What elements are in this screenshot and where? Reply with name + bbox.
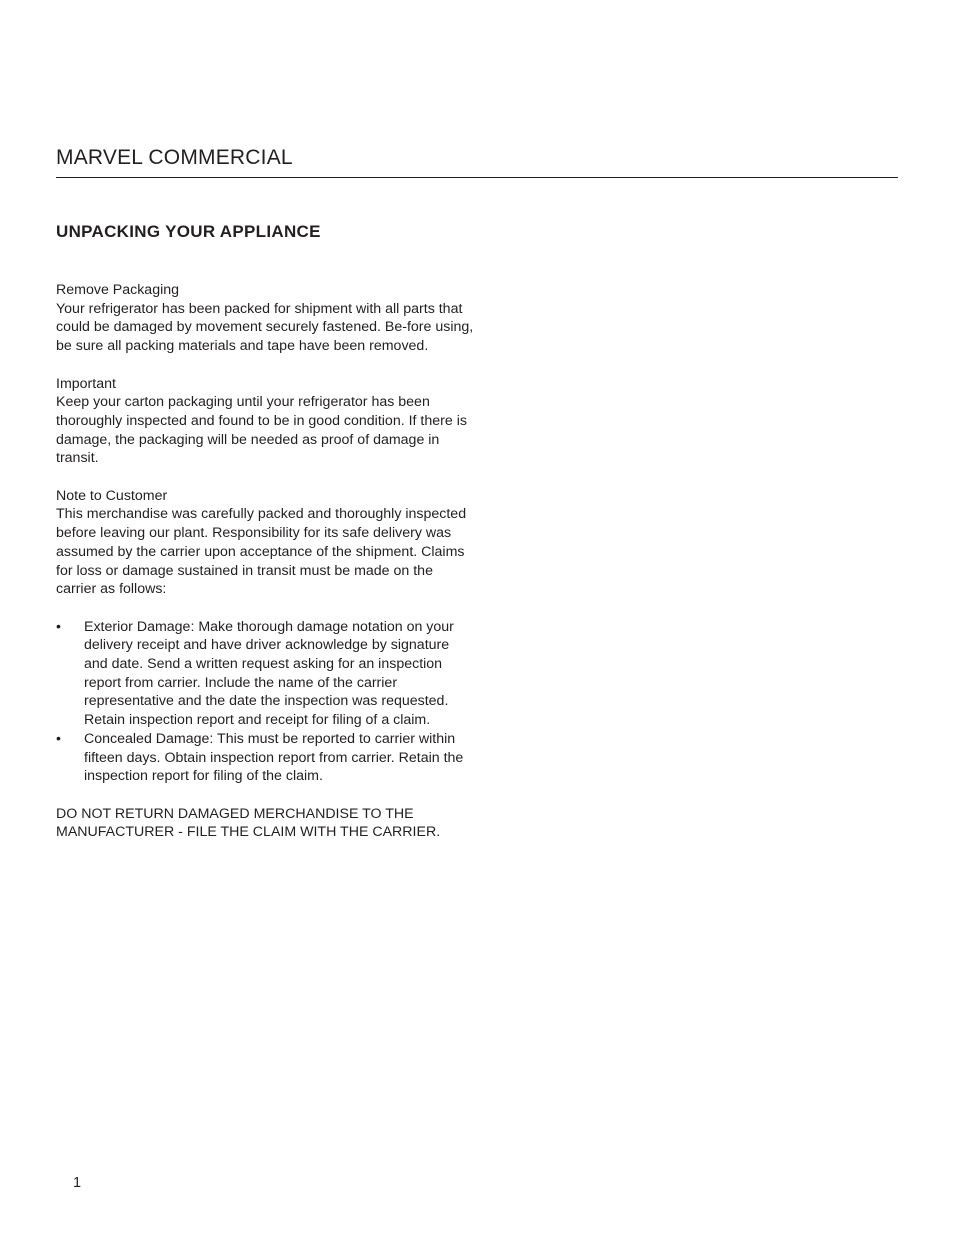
important-section: [56, 375, 476, 469]
list-item-exterior-damage: [56, 618, 476, 730]
bullet-icon: •: [56, 618, 61, 635]
remove-packaging-text: Your refrigerator has been packed for shipment with all parts that could be damaged by movement securely fastened. Be-fore using, be sure all packing materials and tape have been removed.: [56, 300, 474, 355]
section-title: UNPACKING YOUR APPLIANCE: [56, 222, 321, 241]
list-item-concealed-damage: [56, 730, 476, 786]
important-text: Keep your carton packaging until your refrigerator has been thoroughly inspected and found to be in good condition. If there is damage, the packaging will be needed as proof of damage in transit.: [56, 394, 467, 467]
bullet-icon: •: [56, 730, 61, 747]
concealed-damage-term: Concealed Damage: [84, 730, 210, 747]
header-divider: [56, 177, 898, 178]
return-warning: DO NOT RETURN DAMAGED MERCHANDISE TO THE MANUFACTURER - FILE THE CLAIM WITH THE CARRIER.: [56, 805, 441, 841]
note-to-customer-text: This merchandise was carefully packed and thoroughly inspected before leaving our plant. Responsibility for its safe delivery was assumed by the carrier upon acceptance of the shipment. Claims for loss or damage sustained in transit must be made on the carrier as follows:: [56, 506, 467, 598]
note-to-customer-section: [56, 487, 476, 599]
brand-title: MARVEL COMMERCIAL: [56, 146, 293, 169]
page-number: 1: [73, 1175, 82, 1191]
note-to-customer-heading: Note to Customer: [56, 487, 168, 504]
remove-packaging-heading: Remove Packaging: [56, 282, 180, 298]
concealed-damage-text: : This must be reported to carrier within fifteen days. Obtain inspection report from carrier. Retain the inspection report for filing of the claim.: [84, 730, 464, 785]
exterior-damage-text: : Make thorough damage notation on your delivery receipt and have driver acknowledge by signature and date. Send a written request asking for an inspection report from carrier. Include the name of the carrier representative and the date the inspection was requested. Retain inspection report and receipt for filing of a claim.: [84, 618, 454, 729]
important-heading: Important: [56, 375, 116, 392]
exterior-damage-term: Exterior Damage: [84, 618, 191, 635]
remove-packaging-section: [56, 281, 476, 356]
document-body: [56, 281, 476, 861]
damage-claims-list: [56, 618, 476, 786]
